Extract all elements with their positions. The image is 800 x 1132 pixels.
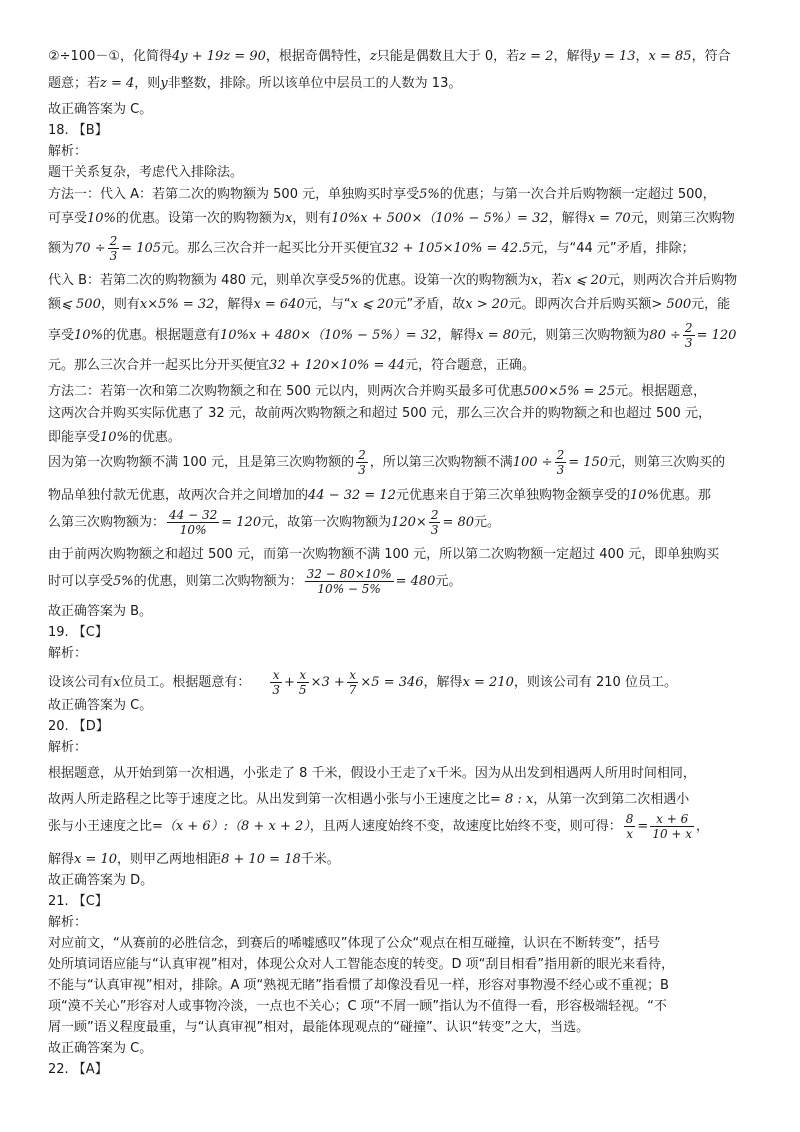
math: x > 20 (465, 297, 509, 312)
math: 5% (113, 574, 134, 589)
text: 么第三次购物额为： (48, 515, 166, 530)
math: x = 80 (476, 328, 520, 343)
math: ×5 = 346 (360, 675, 424, 690)
text-line (48, 272, 764, 289)
text: ②÷100－①，化简得 (48, 49, 173, 64)
text-line (48, 851, 764, 868)
text: 元。 (435, 574, 462, 589)
math: 10% (629, 488, 659, 503)
numerator: 2 (430, 508, 439, 522)
text: ，则甲乙两地相距 (117, 852, 222, 867)
numerator: 8 (625, 812, 634, 826)
math: x = 640 (253, 297, 305, 312)
denominator: 3 (358, 463, 366, 477)
text: 解得 (48, 852, 75, 867)
text-line (48, 791, 764, 808)
text: 位员工。根据题意有： (120, 675, 251, 690)
math: x ⩽ 20 (350, 297, 394, 312)
math: = 80 (442, 515, 475, 530)
math: = 150 (568, 455, 609, 470)
text: 即能享受 (48, 430, 101, 445)
text: 只能是偶数且大于 0，若 (376, 49, 520, 64)
denominator: 10% (179, 523, 207, 537)
text: ， (696, 819, 710, 834)
text: 额 (48, 297, 62, 312)
math: 32 + 120×10% = 44 (269, 358, 406, 373)
math: + (284, 675, 295, 690)
math: x (428, 766, 436, 781)
text: 解析： (48, 915, 88, 930)
math: = 480 (395, 574, 436, 589)
math: z = 4 (100, 76, 135, 91)
question-number (48, 122, 764, 139)
text-line (48, 321, 764, 351)
math: z = 2 (519, 49, 554, 64)
denominator: 5 (298, 683, 307, 697)
text-line (48, 506, 764, 540)
denominator: x (626, 827, 633, 841)
text: 代入 B：若第二次的购物额为 480 元，则单次享受 (48, 273, 342, 288)
text: 元，与“44 元”矛盾，排除； (530, 241, 695, 256)
text-line (48, 405, 764, 422)
numerator: 44 − 32 (169, 508, 218, 522)
fraction (356, 448, 368, 477)
math: ×3 + (310, 675, 345, 690)
text: ，解得 (214, 297, 254, 312)
math: 32 + 105×10% = 42.5 (382, 241, 531, 256)
text: ，解得 (437, 328, 477, 343)
text: 故正确答案为 C。 (48, 102, 153, 117)
math: x×5% = 32 (139, 297, 215, 312)
text: ，则有 (292, 211, 332, 226)
text: 元，故第一次购物额为 (261, 515, 392, 530)
numerator: 2 (556, 448, 565, 462)
math: x = 210 (462, 675, 514, 690)
text: 故两人所走路程之比等于速度之比。从出发到第一次相遇小张与小王速度之比 (48, 792, 491, 807)
text: 时可以享受 (48, 574, 114, 589)
text-line (48, 383, 764, 400)
text: 项“漠不关心”形容对人或事物冷淡，一点也不关心；C 项“不屑一顾”指认为不值得一看，形容极端轻视。“不 (48, 999, 667, 1014)
text-line (48, 956, 764, 973)
text: 22. 【A】 (48, 1062, 108, 1077)
text: ，所以第三次购物额不满 (369, 455, 513, 470)
text: 元，则两次合并后购物 (607, 273, 738, 288)
text: 不能与“认真审视”相对，排除。A 项“熟视无睹”指看惯了却像没看见一样，形容对事物漫不经心或不重视；B (48, 978, 669, 993)
text: 元。那么三次合并一起买比分开买便宜 (161, 241, 383, 256)
text: ，解得 (553, 49, 593, 64)
text-line (48, 164, 764, 181)
text: ， (635, 49, 649, 64)
text: 物品单独付款无优惠，故两次合并之间增加的 (48, 488, 309, 503)
text: 的优惠。设第一次的购物额为 (361, 273, 531, 288)
text: 解析： (48, 740, 88, 755)
text: 的优惠。根据题意有 (102, 328, 220, 343)
text-line (48, 234, 764, 264)
math: y (160, 76, 168, 91)
text: 题干关系复杂，考虑代入排除法。 (48, 165, 244, 180)
text-line (48, 48, 764, 65)
fraction (305, 567, 394, 596)
text: 元，能 (691, 297, 731, 312)
text: 设该公司有 (48, 675, 114, 690)
answer-line (48, 1040, 764, 1057)
text: ，解得 (548, 211, 588, 226)
math: 120× (391, 515, 427, 530)
math: 44 − 32 = 12 (308, 488, 396, 503)
text-line (48, 765, 764, 782)
math: x = 70 (587, 211, 631, 226)
text: 因为第一次购物额不满 100 元，且是第三次购物额的 (48, 455, 355, 470)
text: 元，则第三次购物 (630, 211, 735, 226)
text: ，则该公司有 210 位员工。 (513, 675, 677, 690)
text: ，则 (134, 76, 161, 91)
math: 10% (74, 328, 103, 343)
numerator: x (270, 668, 282, 683)
analysis-label (48, 143, 764, 160)
math: x (284, 211, 293, 226)
question-number (48, 718, 764, 735)
text: 根据题意，从开始到第一次相遇，小张走了 8 千米，假设小王走了 (48, 766, 429, 781)
answer-line (48, 603, 764, 620)
fraction (555, 448, 567, 477)
text: 20. 【D】 (48, 719, 109, 734)
denominator: 3 (556, 463, 565, 477)
numerator: x (347, 668, 359, 683)
fraction (347, 668, 359, 697)
text-line (48, 446, 764, 480)
denominator: 10 + x (652, 827, 693, 841)
text: 元。即两次合并后购买额 (508, 297, 652, 312)
text: 千米。因为从出发到相遇两人所用时间相同， (435, 766, 696, 781)
text-line (48, 296, 764, 313)
numerator: 2 (109, 234, 118, 248)
fraction (683, 321, 695, 350)
text-line (48, 75, 764, 92)
math: 80 ÷ (649, 328, 681, 343)
text: 的优惠；与第一次合并后购物额一定超过 500， (439, 187, 716, 202)
text: 额为 (48, 241, 75, 256)
math: = 120 (696, 328, 737, 343)
math: x (113, 675, 121, 690)
text: 享受 (48, 328, 75, 343)
text: 元。 (474, 515, 501, 530)
text: 可享受 (48, 211, 88, 226)
math: 5% (419, 187, 440, 202)
text: 张与小王速度之比 (48, 819, 153, 834)
question-number (48, 624, 764, 641)
text: 题意；若 (48, 76, 101, 91)
math: y = 13 (592, 49, 636, 64)
text: 19. 【C】 (48, 625, 108, 640)
question-number (48, 1061, 764, 1078)
text-line (48, 977, 764, 994)
text: 元，则第三次购买的 (608, 455, 726, 470)
text-line (48, 998, 764, 1015)
denominator: 7 (348, 683, 357, 697)
math: =（x + 6）:（8 + x + 2） (152, 819, 310, 834)
text-line (48, 546, 764, 563)
text: 处所填词语应能与“认真审视”相对，体现公众对人工智能态度的转变。D 项“刮目相看”指用新的眼光来看待， (48, 957, 675, 972)
math: = (637, 819, 649, 834)
math: = 8 : x (490, 792, 534, 807)
math: 10% (87, 211, 116, 226)
denominator: 3 (684, 336, 693, 350)
question-number (48, 893, 764, 910)
text: 元，则第三次购物额为 (519, 328, 650, 343)
math: z (369, 49, 377, 64)
numerator: 32 − 80×10% (306, 567, 392, 581)
answer-line (48, 872, 764, 889)
text: 元。那么三次合并一起买比分开买便宜 (48, 358, 270, 373)
text: 故正确答案为 D。 (48, 873, 154, 888)
math: 5% (341, 273, 362, 288)
answer-line (48, 101, 764, 118)
text: 优惠。那 (658, 488, 711, 503)
analysis-label (48, 645, 764, 662)
fraction (108, 234, 120, 263)
fraction (270, 668, 282, 697)
text-line (48, 210, 764, 227)
math: = 120 (221, 515, 262, 530)
text: 故正确答案为 B。 (48, 604, 153, 619)
text: ，解得 (423, 675, 463, 690)
fraction (650, 812, 694, 841)
math: ⩽ 500 (61, 297, 101, 312)
text: 对应前文，“从赛前的必胜信念，到赛后的唏嘘感叹”体现了公众“观点在相互碰撞，认识在不断转变”，括号 (48, 936, 660, 951)
text: 千米。 (300, 852, 340, 867)
text: ，符合 (691, 49, 731, 64)
text-line (48, 565, 764, 599)
math: 10%x + 500×（10% − 5%）= 32 (331, 211, 549, 226)
answer-line (48, 697, 764, 714)
math: 70 ÷ (74, 241, 106, 256)
math: 100 ÷ (512, 455, 553, 470)
denominator: 3 (109, 249, 118, 263)
text-line (48, 1019, 764, 1036)
fraction (297, 668, 309, 697)
text: 由于前两次购物额之和超过 500 元，而第一次购物额不满 100 元，所以第二次购物额一定超过 400 元，即单独购买 (48, 547, 720, 562)
fraction (624, 812, 636, 841)
text: 非整数，排除。所以该单位中层员工的人数为 13。 (167, 76, 462, 91)
text: 屑一顾”语义程度最重，与“认真审视”相对，最能体现观点的“碰撞”、认识“转变”之大，当选。 (48, 1020, 590, 1035)
math: 10%x + 480×（10% − 5%）= 32 (219, 328, 438, 343)
fraction (167, 508, 219, 537)
fraction (429, 508, 441, 537)
text: 元，符合题意，正确。 (405, 358, 536, 373)
text: ，从第一次到第二次相遇小 (533, 792, 690, 807)
analysis-label (48, 739, 764, 756)
math: x (530, 273, 539, 288)
math: = 105 (121, 241, 162, 256)
math: 500×5% = 25 (523, 384, 616, 399)
text: 方法一：代入 A：若第二次的购物额为 500 元，单独购买时享受 (48, 187, 420, 202)
text-line (48, 935, 764, 952)
math: x = 85 (648, 49, 692, 64)
text: ，根据奇偶特性， (265, 49, 370, 64)
text: 元，与“ (304, 297, 351, 312)
text: 故正确答案为 C。 (48, 698, 153, 713)
math: 10% (100, 430, 129, 445)
text-line (48, 809, 764, 845)
text: 的优惠。 (128, 430, 181, 445)
text: 这两次合并购买实际优惠了 32 元，故前两次购物额之和超过 500 元，那么三次合并的购物额之和也超过 500 元， (48, 406, 711, 421)
math: x ⩽ 20 (564, 273, 608, 288)
text-line (48, 429, 764, 446)
text: 元。根据题意， (615, 384, 707, 399)
math: x = 10 (74, 852, 118, 867)
numerator: x (297, 668, 309, 683)
text: 18. 【B】 (48, 123, 108, 138)
text: 21. 【C】 (48, 894, 108, 909)
numerator: x + 6 (650, 812, 694, 827)
denominator: 10% − 5% (317, 582, 381, 596)
numerator: 2 (684, 321, 693, 335)
text: ，则有 (100, 297, 140, 312)
text: 元”矛盾，故 (393, 297, 466, 312)
text: 的优惠。设第一次的购物额为 (115, 211, 285, 226)
text: 解析： (48, 144, 88, 159)
analysis-label (48, 914, 764, 931)
text-line (48, 186, 764, 203)
text: ，若 (538, 273, 565, 288)
math: > 500 (651, 297, 692, 312)
numerator: 2 (358, 448, 366, 462)
text: ，且两人速度始终不变，故速度比始终不变，则可得： (309, 819, 622, 834)
text: 故正确答案为 C。 (48, 1041, 153, 1056)
text: 的优惠，则第二次购物额为： (133, 574, 303, 589)
text: 方法二：若第一次和第二次购物额之和在 500 元以内，则两次合并购买最多可优惠 (48, 384, 524, 399)
denominator: 3 (430, 523, 439, 537)
text-line (48, 487, 764, 504)
denominator: 3 (272, 683, 281, 697)
math: 8 + 10 = 18 (221, 852, 301, 867)
text: 元优惠来自于第三次单独购物金额享受的 (395, 488, 630, 503)
text: 解析： (48, 646, 88, 661)
text-line (48, 357, 764, 374)
math: 4y + 19z = 90 (172, 49, 266, 64)
